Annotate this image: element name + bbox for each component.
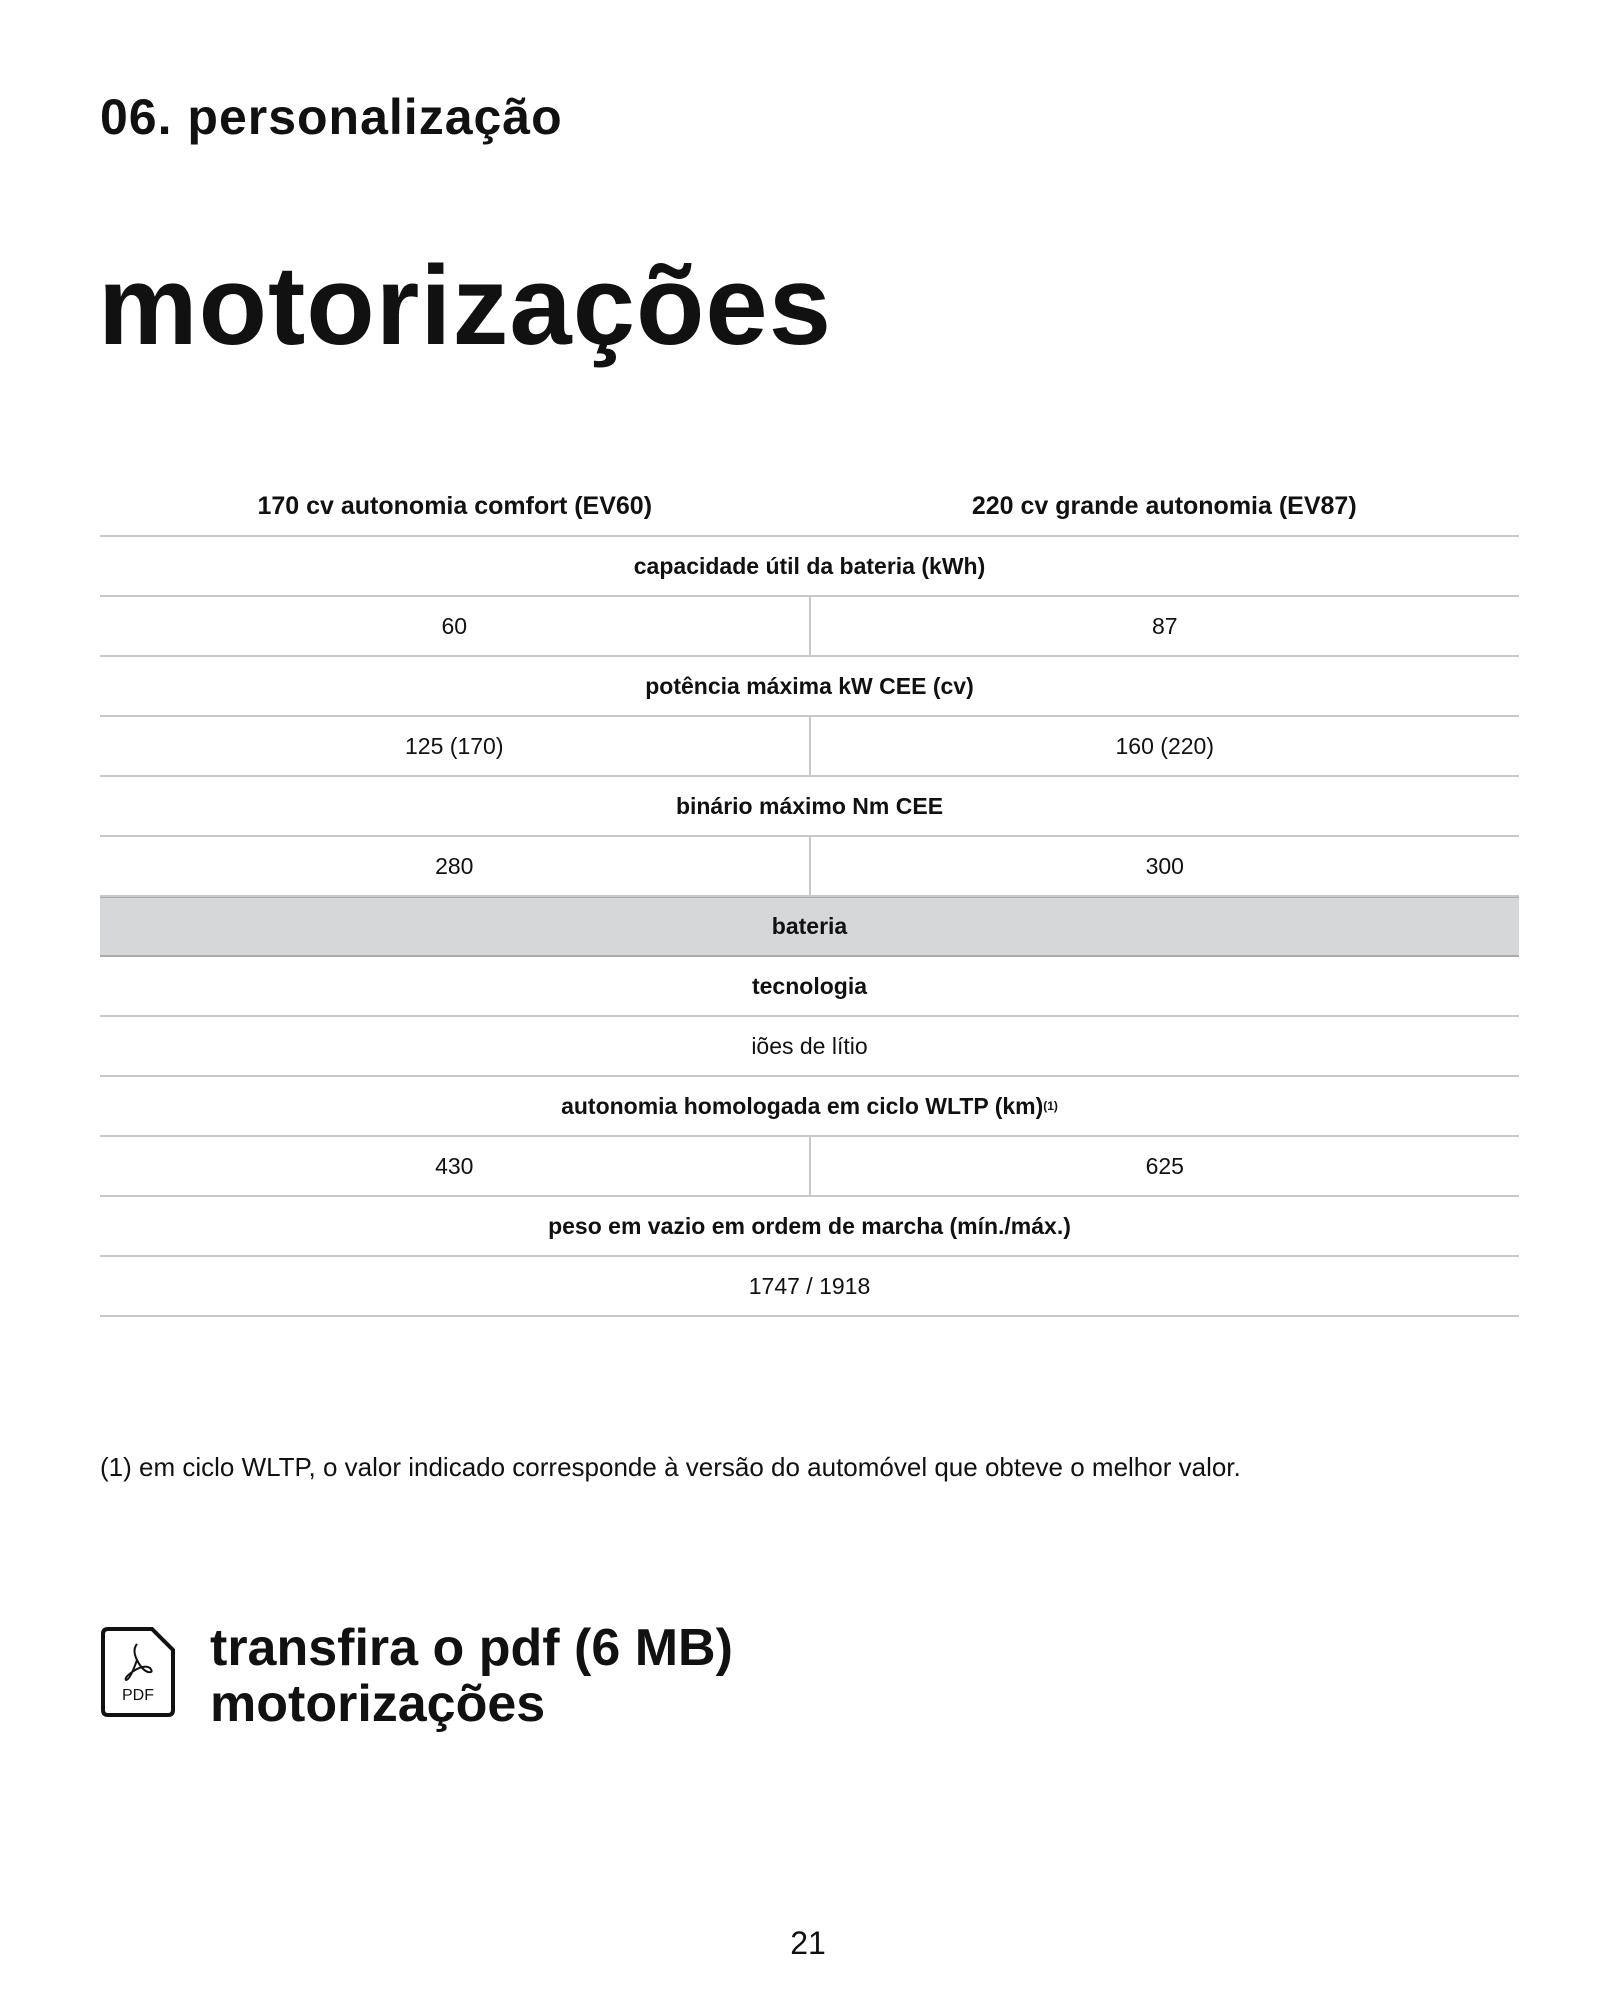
section-title: 06. personalização: [100, 89, 563, 145]
table-row: [100, 837, 1519, 897]
pdf-file-icon: [100, 1626, 176, 1718]
download-subtitle: motorizações: [210, 1675, 546, 1733]
row-label: potência máxima kW CEE (cv): [100, 657, 1519, 717]
cell: 1747 / 1918: [100, 1257, 1519, 1317]
row-label: binário máximo Nm CEE: [100, 777, 1519, 837]
cell: 160 (220): [1115, 732, 1214, 759]
cell: 300: [1145, 852, 1184, 879]
row-label: peso em vazio em ordem de marcha (mín./máx.): [100, 1197, 1519, 1257]
page-title: motorizações: [98, 243, 832, 368]
footnote: (1) em ciclo WLTP, o valor indicado corresponde à versão do automóvel que obteve o melhor valor.: [100, 1452, 1241, 1482]
svg-text:PDF: PDF: [122, 1687, 154, 1704]
cell: 60: [100, 597, 811, 655]
table-header: [100, 477, 1519, 537]
table-row: [100, 717, 1519, 777]
range-label: autonomia homologada em ciclo WLTP (km): [561, 1092, 1044, 1119]
download-pdf-link[interactable]: [100, 1620, 733, 1732]
table-row: [100, 597, 1519, 657]
row-label: capacidade útil da bateria (kWh): [100, 537, 1519, 597]
cell: 125 (170): [100, 717, 811, 775]
cell: iões de lítio: [100, 1017, 1519, 1077]
column-header: 170 cv autonomia comfort (EV60): [257, 491, 653, 520]
row-label: tecnologia: [100, 957, 1519, 1017]
column-header: 220 cv grande autonomia (EV87): [971, 491, 1357, 520]
cell: 430: [100, 1137, 811, 1195]
table-row: [100, 1137, 1519, 1197]
row-label: [100, 1077, 1519, 1137]
cell: 87: [1151, 612, 1178, 639]
cell: 280: [100, 837, 811, 895]
download-title: transfira o pdf (6 MB): [210, 1619, 733, 1677]
specs-table: [100, 477, 1519, 1317]
cell: 625: [1145, 1152, 1184, 1179]
page-number: 21: [790, 1925, 826, 1961]
group-header: bateria: [100, 897, 1519, 957]
footnote-ref: (1): [1043, 1099, 1058, 1113]
